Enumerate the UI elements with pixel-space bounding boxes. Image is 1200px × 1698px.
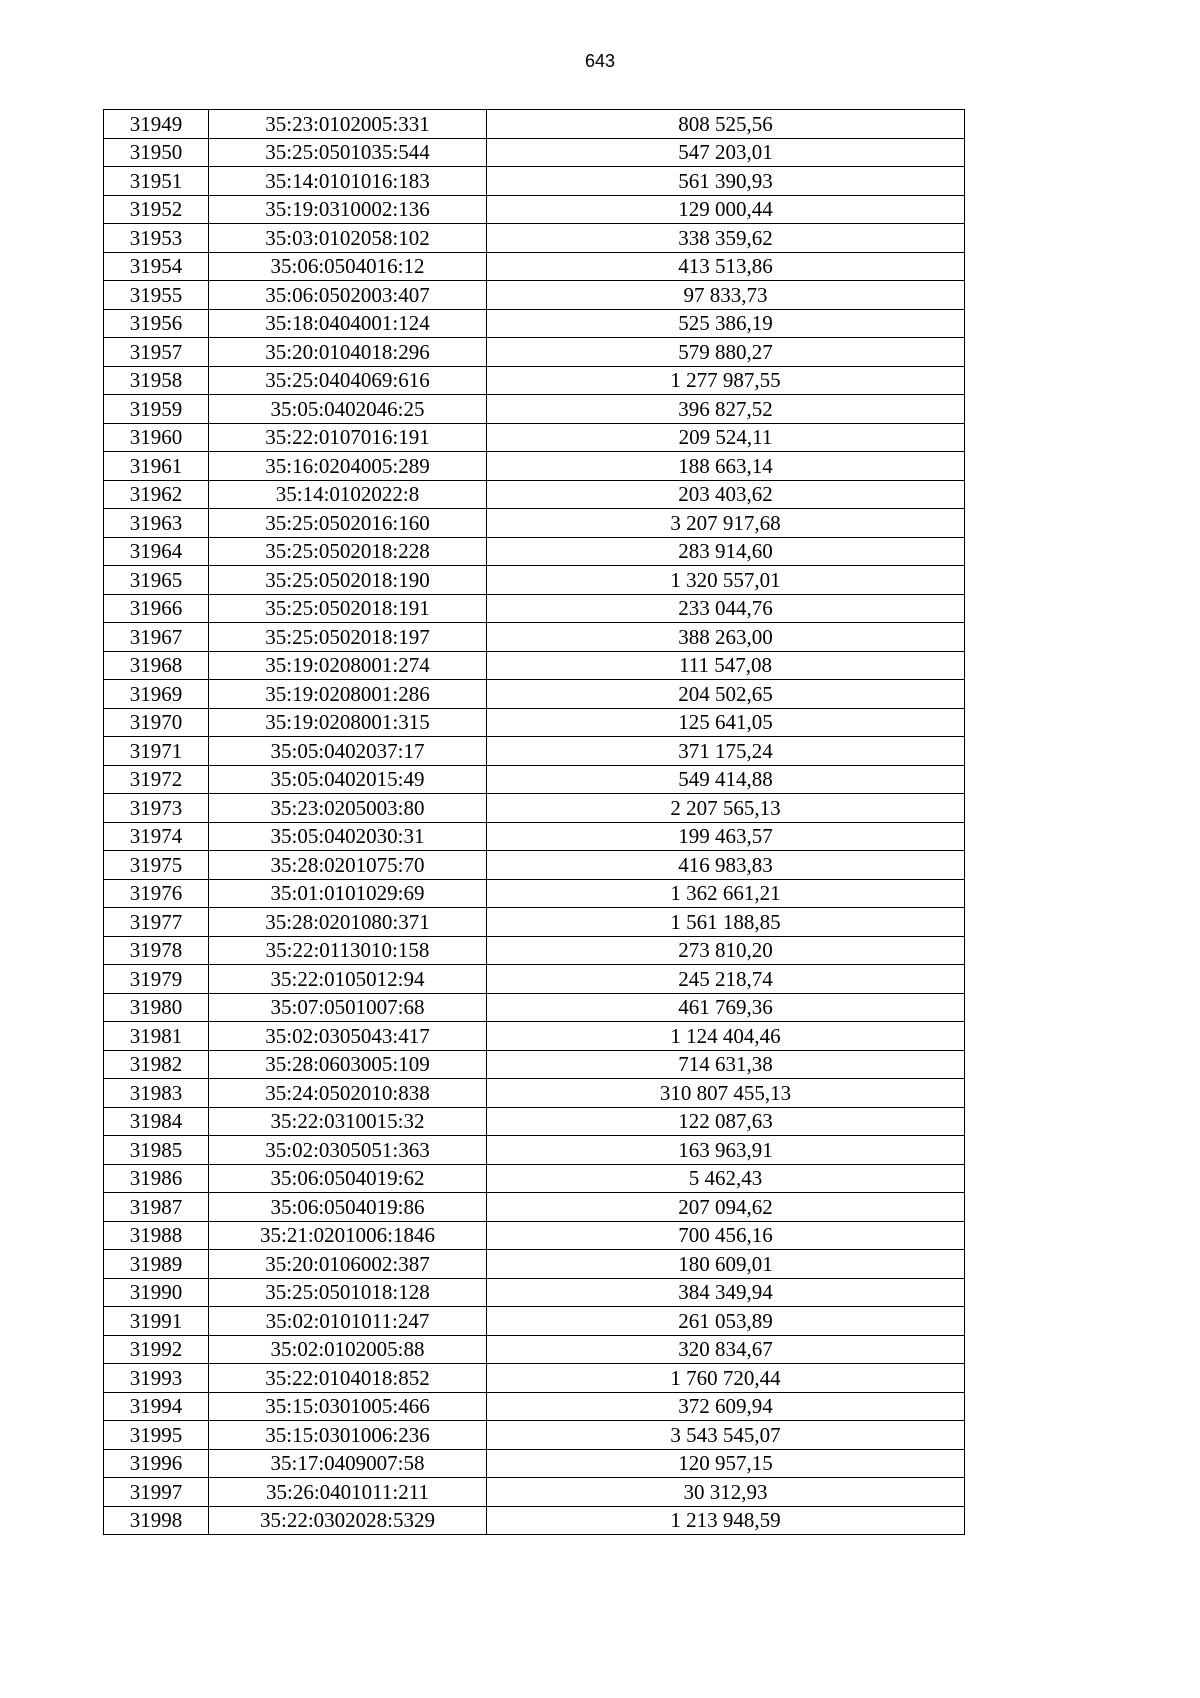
table-row [104, 281, 965, 310]
row-number-cell: 31950 [104, 138, 209, 167]
row-number-cell: 31981 [104, 1022, 209, 1051]
row-number-cell: 31978 [104, 936, 209, 965]
cadastral-number-cell: 35:28:0201080:371 [209, 908, 487, 937]
cadastral-number-cell: 35:19:0310002:136 [209, 195, 487, 224]
cadastral-value-cell: 209 524,11 [487, 423, 965, 452]
row-number-cell: 31991 [104, 1307, 209, 1336]
row-number-cell: 31956 [104, 309, 209, 338]
cadastral-number-cell: 35:25:0502016:160 [209, 509, 487, 538]
table-row [104, 822, 965, 851]
cadastral-number-cell: 35:19:0208001:286 [209, 680, 487, 709]
cadastral-number-cell: 35:22:0302028:5329 [209, 1506, 487, 1535]
cadastral-value-cell: 320 834,67 [487, 1335, 965, 1364]
cadastral-number-cell: 35:20:0104018:296 [209, 338, 487, 367]
cadastral-number-cell: 35:14:0102022:8 [209, 480, 487, 509]
table-row [104, 1278, 965, 1307]
cadastral-value-cell: 413 513,86 [487, 252, 965, 281]
table-row [104, 851, 965, 880]
row-number-cell: 31960 [104, 423, 209, 452]
row-number-cell: 31993 [104, 1364, 209, 1393]
row-number-cell: 31965 [104, 566, 209, 595]
cadastral-number-cell: 35:02:0305051:363 [209, 1136, 487, 1165]
table-row [104, 566, 965, 595]
table-row [104, 1307, 965, 1336]
table-row [104, 452, 965, 481]
cadastral-value-cell: 1 320 557,01 [487, 566, 965, 595]
cadastral-value-cell: 310 807 455,13 [487, 1079, 965, 1108]
row-number-cell: 31974 [104, 822, 209, 851]
cadastral-value-cell: 372 609,94 [487, 1392, 965, 1421]
cadastral-value-cell: 199 463,57 [487, 822, 965, 851]
cadastral-value-cell: 714 631,38 [487, 1050, 965, 1079]
cadastral-number-cell: 35:22:0310015:32 [209, 1107, 487, 1136]
cadastral-number-cell: 35:06:0504016:12 [209, 252, 487, 281]
cadastral-number-cell: 35:24:0502010:838 [209, 1079, 487, 1108]
cadastral-value-table [103, 109, 965, 1535]
cadastral-number-cell: 35:22:0104018:852 [209, 1364, 487, 1393]
cadastral-number-cell: 35:07:0501007:68 [209, 993, 487, 1022]
row-number-cell: 31957 [104, 338, 209, 367]
row-number-cell: 31966 [104, 594, 209, 623]
table-row [104, 737, 965, 766]
table-row [104, 224, 965, 253]
row-number-cell: 31952 [104, 195, 209, 224]
cadastral-value-cell: 245 218,74 [487, 965, 965, 994]
cadastral-value-cell: 207 094,62 [487, 1193, 965, 1222]
row-number-cell: 31979 [104, 965, 209, 994]
row-number-cell: 31953 [104, 224, 209, 253]
cadastral-value-cell: 129 000,44 [487, 195, 965, 224]
table-row [104, 1193, 965, 1222]
table-row [104, 1364, 965, 1393]
cadastral-number-cell: 35:25:0502018:191 [209, 594, 487, 623]
row-number-cell: 31970 [104, 708, 209, 737]
table-row [104, 366, 965, 395]
table-row [104, 1022, 965, 1051]
row-number-cell: 31955 [104, 281, 209, 310]
cadastral-value-cell: 808 525,56 [487, 110, 965, 139]
table-row [104, 936, 965, 965]
cadastral-value-cell: 461 769,36 [487, 993, 965, 1022]
cadastral-value-cell: 1 561 188,85 [487, 908, 965, 937]
cadastral-number-cell: 35:26:0401011:211 [209, 1478, 487, 1507]
cadastral-number-cell: 35:22:0113010:158 [209, 936, 487, 965]
row-number-cell: 31972 [104, 765, 209, 794]
cadastral-number-cell: 35:23:0102005:331 [209, 110, 487, 139]
row-number-cell: 31994 [104, 1392, 209, 1421]
table-row [104, 1079, 965, 1108]
table-row [104, 423, 965, 452]
cadastral-value-cell: 180 609,01 [487, 1250, 965, 1279]
table-row [104, 1392, 965, 1421]
row-number-cell: 31983 [104, 1079, 209, 1108]
cadastral-value-cell: 203 403,62 [487, 480, 965, 509]
cadastral-value-cell: 188 663,14 [487, 452, 965, 481]
table-row [104, 879, 965, 908]
table-row [104, 993, 965, 1022]
cadastral-number-cell: 35:21:0201006:1846 [209, 1221, 487, 1250]
cadastral-number-cell: 35:18:0404001:124 [209, 309, 487, 338]
cadastral-number-cell: 35:22:0105012:94 [209, 965, 487, 994]
cadastral-value-cell: 561 390,93 [487, 167, 965, 196]
table-row [104, 338, 965, 367]
row-number-cell: 31996 [104, 1449, 209, 1478]
cadastral-value-cell: 549 414,88 [487, 765, 965, 794]
cadastral-number-cell: 35:02:0101011:247 [209, 1307, 487, 1336]
cadastral-number-cell: 35:06:0504019:86 [209, 1193, 487, 1222]
cadastral-number-cell: 35:03:0102058:102 [209, 224, 487, 253]
table-row [104, 1421, 965, 1450]
cadastral-number-cell: 35:05:0402015:49 [209, 765, 487, 794]
cadastral-value-cell: 416 983,83 [487, 851, 965, 880]
cadastral-value-cell: 371 175,24 [487, 737, 965, 766]
cadastral-value-cell: 547 203,01 [487, 138, 965, 167]
cadastral-number-cell: 35:22:0107016:191 [209, 423, 487, 452]
table-row [104, 594, 965, 623]
row-number-cell: 31986 [104, 1164, 209, 1193]
cadastral-value-cell: 338 359,62 [487, 224, 965, 253]
cadastral-number-cell: 35:19:0208001:274 [209, 651, 487, 680]
row-number-cell: 31968 [104, 651, 209, 680]
table-row [104, 651, 965, 680]
cadastral-number-cell: 35:16:0204005:289 [209, 452, 487, 481]
table-row [104, 1107, 965, 1136]
row-number-cell: 31998 [104, 1506, 209, 1535]
cadastral-value-cell: 97 833,73 [487, 281, 965, 310]
table-row [104, 1221, 965, 1250]
cadastral-number-cell: 35:25:0501035:544 [209, 138, 487, 167]
row-number-cell: 31959 [104, 395, 209, 424]
row-number-cell: 31985 [104, 1136, 209, 1165]
table-row [104, 794, 965, 823]
table-row [104, 309, 965, 338]
row-number-cell: 31949 [104, 110, 209, 139]
row-number-cell: 31982 [104, 1050, 209, 1079]
row-number-cell: 31973 [104, 794, 209, 823]
cadastral-value-cell: 5 462,43 [487, 1164, 965, 1193]
table-row [104, 1050, 965, 1079]
table-row [104, 765, 965, 794]
row-number-cell: 31962 [104, 480, 209, 509]
cadastral-value-cell: 283 914,60 [487, 537, 965, 566]
cadastral-value-cell: 3 543 545,07 [487, 1421, 965, 1450]
row-number-cell: 31961 [104, 452, 209, 481]
row-number-cell: 31969 [104, 680, 209, 709]
row-number-cell: 31951 [104, 167, 209, 196]
cadastral-value-cell: 579 880,27 [487, 338, 965, 367]
cadastral-value-cell: 388 263,00 [487, 623, 965, 652]
cadastral-number-cell: 35:06:0504019:62 [209, 1164, 487, 1193]
cadastral-number-cell: 35:17:0409007:58 [209, 1449, 487, 1478]
table-row [104, 537, 965, 566]
cadastral-number-cell: 35:19:0208001:315 [209, 708, 487, 737]
table-row [104, 1335, 965, 1364]
cadastral-number-cell: 35:01:0101029:69 [209, 879, 487, 908]
row-number-cell: 31989 [104, 1250, 209, 1279]
row-number-cell: 31980 [104, 993, 209, 1022]
cadastral-value-cell: 204 502,65 [487, 680, 965, 709]
table-row [104, 1136, 965, 1165]
cadastral-value-cell: 122 087,63 [487, 1107, 965, 1136]
table-row [104, 252, 965, 281]
cadastral-number-cell: 35:25:0502018:190 [209, 566, 487, 595]
table-row [104, 908, 965, 937]
cadastral-value-cell: 1 277 987,55 [487, 366, 965, 395]
table-row [104, 1250, 965, 1279]
cadastral-value-cell: 233 044,76 [487, 594, 965, 623]
cadastral-value-cell: 3 207 917,68 [487, 509, 965, 538]
row-number-cell: 31995 [104, 1421, 209, 1450]
row-number-cell: 31963 [104, 509, 209, 538]
cadastral-value-cell: 384 349,94 [487, 1278, 965, 1307]
cadastral-value-cell: 30 312,93 [487, 1478, 965, 1507]
table-row [104, 167, 965, 196]
cadastral-number-cell: 35:23:0205003:80 [209, 794, 487, 823]
cadastral-number-cell: 35:02:0305043:417 [209, 1022, 487, 1051]
cadastral-value-cell: 2 207 565,13 [487, 794, 965, 823]
row-number-cell: 31992 [104, 1335, 209, 1364]
cadastral-number-cell: 35:02:0102005:88 [209, 1335, 487, 1364]
cadastral-value-cell: 1 760 720,44 [487, 1364, 965, 1393]
cadastral-value-cell: 120 957,15 [487, 1449, 965, 1478]
table-row [104, 623, 965, 652]
cadastral-number-cell: 35:25:0502018:197 [209, 623, 487, 652]
row-number-cell: 31987 [104, 1193, 209, 1222]
cadastral-number-cell: 35:05:0402046:25 [209, 395, 487, 424]
cadastral-number-cell: 35:25:0501018:128 [209, 1278, 487, 1307]
page-number: 643 [584, 51, 616, 71]
cadastral-value-cell: 261 053,89 [487, 1307, 965, 1336]
cadastral-value-cell: 1 213 948,59 [487, 1506, 965, 1535]
cadastral-value-cell: 163 963,91 [487, 1136, 965, 1165]
row-number-cell: 31967 [104, 623, 209, 652]
row-number-cell: 31988 [104, 1221, 209, 1250]
table-row [104, 1164, 965, 1193]
cadastral-number-cell: 35:20:0106002:387 [209, 1250, 487, 1279]
cadastral-value-cell: 1 124 404,46 [487, 1022, 965, 1051]
cadastral-number-cell: 35:06:0502003:407 [209, 281, 487, 310]
cadastral-value-cell: 273 810,20 [487, 936, 965, 965]
row-number-cell: 31975 [104, 851, 209, 880]
table-row [104, 680, 965, 709]
row-number-cell: 31958 [104, 366, 209, 395]
row-number-cell: 31984 [104, 1107, 209, 1136]
cadastral-number-cell: 35:15:0301006:236 [209, 1421, 487, 1450]
row-number-cell: 31954 [104, 252, 209, 281]
cadastral-number-cell: 35:15:0301005:466 [209, 1392, 487, 1421]
table-row [104, 965, 965, 994]
cadastral-number-cell: 35:25:0502018:228 [209, 537, 487, 566]
row-number-cell: 31964 [104, 537, 209, 566]
cadastral-number-cell: 35:28:0201075:70 [209, 851, 487, 880]
cadastral-value-cell: 125 641,05 [487, 708, 965, 737]
cadastral-value-cell: 396 827,52 [487, 395, 965, 424]
cadastral-number-cell: 35:28:0603005:109 [209, 1050, 487, 1079]
cadastral-number-cell: 35:14:0101016:183 [209, 167, 487, 196]
row-number-cell: 31976 [104, 879, 209, 908]
table-row [104, 195, 965, 224]
table-row [104, 1449, 965, 1478]
table-row [104, 1506, 965, 1535]
cadastral-value-cell: 1 362 661,21 [487, 879, 965, 908]
table-body [104, 110, 965, 1535]
row-number-cell: 31971 [104, 737, 209, 766]
table-row [104, 395, 965, 424]
row-number-cell: 31997 [104, 1478, 209, 1507]
cadastral-value-cell: 111 547,08 [487, 651, 965, 680]
cadastral-value-cell: 525 386,19 [487, 309, 965, 338]
row-number-cell: 31990 [104, 1278, 209, 1307]
row-number-cell: 31977 [104, 908, 209, 937]
table-row [104, 509, 965, 538]
cadastral-value-cell: 700 456,16 [487, 1221, 965, 1250]
cadastral-number-cell: 35:25:0404069:616 [209, 366, 487, 395]
table-row [104, 138, 965, 167]
cadastral-number-cell: 35:05:0402030:31 [209, 822, 487, 851]
cadastral-number-cell: 35:05:0402037:17 [209, 737, 487, 766]
table-row [104, 480, 965, 509]
table-row [104, 110, 965, 139]
table-row [104, 708, 965, 737]
table-row [104, 1478, 965, 1507]
